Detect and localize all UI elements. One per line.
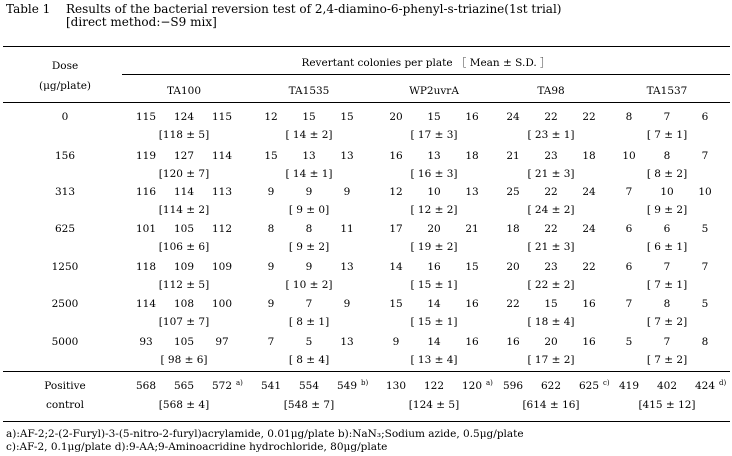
footnote-1: a):AF-2;2-(2-Furyl)-3-(5-nitro-2-furyl)acrylamide, 0.01μg/plate b):NaN₃;Sodium azide, 0.5μg/plate <box>6 428 524 440</box>
colony-count: 15 <box>465 261 479 273</box>
colony-count: 22 <box>544 111 558 123</box>
colony-count: 8 <box>305 223 313 235</box>
colony-count: 21 <box>506 150 520 162</box>
colony-count: 419 <box>618 380 640 392</box>
colony-count: 25 <box>506 186 520 198</box>
colony-count: 119 <box>135 150 157 162</box>
colony-count: 15 <box>427 111 441 123</box>
colony-count: 24 <box>506 111 520 123</box>
colony-count: 16 <box>506 336 520 348</box>
colony-count: 16 <box>465 111 479 123</box>
mean-sd: [ 7 ± 2] <box>646 316 688 328</box>
colony-count: 424 <box>694 380 716 392</box>
colony-count: 15 <box>389 298 403 310</box>
colony-count: 114 <box>211 150 233 162</box>
footnote-marker: b) <box>361 379 369 387</box>
colony-count: 12 <box>389 186 403 198</box>
colony-count: 23 <box>544 150 558 162</box>
mean-sd: [ 14 ± 1] <box>285 168 333 180</box>
dose-cell: 2500 <box>51 298 79 310</box>
colony-count: 7 <box>625 186 633 198</box>
colony-count: 9 <box>343 298 351 310</box>
mean-sd: [ 8 ± 2] <box>646 168 688 180</box>
header-rule <box>3 102 730 103</box>
colony-count: 13 <box>340 261 354 273</box>
colony-count: 16 <box>465 336 479 348</box>
positive-label: Positive <box>44 380 86 392</box>
mean-sd: [ 21 ± 3] <box>527 241 575 253</box>
colony-count: 105 <box>173 336 195 348</box>
colony-count: 9 <box>305 261 313 273</box>
colony-count: 7 <box>663 111 671 123</box>
colony-count: 16 <box>582 298 596 310</box>
dose-cell: 5000 <box>51 336 79 348</box>
colony-count: 16 <box>389 150 403 162</box>
colony-count: 9 <box>343 186 351 198</box>
positive-rule <box>3 371 730 372</box>
mean-sd: [568 ± 4] <box>158 399 210 411</box>
mean-sd: [ 7 ± 1] <box>646 279 688 291</box>
colony-count: 13 <box>340 336 354 348</box>
colony-count: 20 <box>544 336 558 348</box>
colony-count: 112 <box>211 223 233 235</box>
colony-count: 20 <box>506 261 520 273</box>
colony-count: 9 <box>305 186 313 198</box>
colony-count: 10 <box>698 186 712 198</box>
mean-sd: [118 ± 5] <box>158 129 210 141</box>
colony-count: 115 <box>211 111 233 123</box>
colony-count: 15 <box>544 298 558 310</box>
colony-count: 7 <box>663 261 671 273</box>
mean-sd: [ 10 ± 2] <box>285 279 333 291</box>
dose-unit-header: (μg/plate) <box>38 80 92 92</box>
table-title: Results of the bacterial reversion test of 2,4-diamino-6-phenyl-s-triazine(1st trial) <box>66 2 562 16</box>
colony-count: 122 <box>423 380 445 392</box>
mean-sd: [ 22 ± 2] <box>527 279 575 291</box>
colony-count: 554 <box>298 380 320 392</box>
colony-count: 113 <box>211 186 233 198</box>
dose-header: Dose <box>51 60 79 72</box>
colony-count: 402 <box>656 380 678 392</box>
mean-sd: [ 9 ± 2] <box>288 241 330 253</box>
colony-count: 625 <box>578 380 600 392</box>
group-header: Revertant colonies per plate ［ Mean ± S.D. ］ <box>301 57 551 69</box>
colony-count: 22 <box>582 261 596 273</box>
colony-count: 93 <box>139 336 153 348</box>
mean-sd: [ 18 ± 4] <box>527 316 575 328</box>
footnote-marker: a) <box>486 379 493 387</box>
dose-cell: 625 <box>54 223 76 235</box>
colony-count: 11 <box>340 223 354 235</box>
colony-count: 13 <box>427 150 441 162</box>
colony-count: 101 <box>135 223 157 235</box>
mean-sd: [ 24 ± 2] <box>527 204 575 216</box>
mean-sd: [ 12 ± 2] <box>410 204 458 216</box>
colony-count: 18 <box>582 150 596 162</box>
colony-count: 23 <box>544 261 558 273</box>
colony-count: 114 <box>173 186 195 198</box>
colony-count: 8 <box>701 336 709 348</box>
mean-sd: [ 17 ± 2] <box>527 354 575 366</box>
mean-sd: [548 ± 7] <box>283 399 335 411</box>
colony-count: 105 <box>173 223 195 235</box>
mean-sd: [415 ± 12] <box>638 399 696 411</box>
colony-count: 8 <box>663 298 671 310</box>
colony-count: 14 <box>427 298 441 310</box>
colony-count: 17 <box>389 223 403 235</box>
colony-count: 22 <box>506 298 520 310</box>
colony-count: 6 <box>625 223 633 235</box>
colony-count: 5 <box>305 336 313 348</box>
strain-header: TA1535 <box>288 85 330 97</box>
colony-count: 8 <box>663 150 671 162</box>
colony-count: 622 <box>540 380 562 392</box>
colony-count: 15 <box>340 111 354 123</box>
colony-count: 13 <box>302 150 316 162</box>
colony-count: 8 <box>625 111 633 123</box>
mean-sd: [ 13 ± 4] <box>410 354 458 366</box>
dose-cell: 0 <box>61 111 69 123</box>
colony-count: 9 <box>392 336 400 348</box>
colony-count: 24 <box>582 186 596 198</box>
strain-header: TA98 <box>537 85 565 97</box>
table-subtitle: [direct method:−S9 mix] <box>66 15 217 29</box>
colony-count: 22 <box>544 223 558 235</box>
dose-cell: 313 <box>54 186 76 198</box>
mean-sd: [ 9 ± 2] <box>646 204 688 216</box>
mean-sd: [ 19 ± 2] <box>410 241 458 253</box>
mean-sd: [ 14 ± 2] <box>285 129 333 141</box>
colony-count: 15 <box>264 150 278 162</box>
colony-count: 572 <box>211 380 233 392</box>
colony-count: 12 <box>264 111 278 123</box>
mean-sd: [614 ± 16] <box>522 399 580 411</box>
mean-sd: [ 15 ± 1] <box>410 316 458 328</box>
colony-count: 596 <box>502 380 524 392</box>
mean-sd: [114 ± 2] <box>158 204 210 216</box>
mean-sd: [ 17 ± 3] <box>410 129 458 141</box>
colony-count: 10 <box>660 186 674 198</box>
colony-count: 6 <box>663 223 671 235</box>
colony-count: 7 <box>267 336 275 348</box>
colony-count: 116 <box>135 186 157 198</box>
strain-header: TA1537 <box>646 85 688 97</box>
footnote-marker: c) <box>603 379 610 387</box>
footnote-2: c):AF-2, 0.1μg/plate d):9-AA;9-Aminoacridine hydrochloride, 80μg/plate <box>6 441 388 453</box>
mean-sd: [ 23 ± 1] <box>527 129 575 141</box>
colony-count: 20 <box>389 111 403 123</box>
colony-count: 6 <box>701 111 709 123</box>
mean-sd: [120 ± 7] <box>158 168 210 180</box>
colony-count: 18 <box>506 223 520 235</box>
colony-count: 9 <box>267 298 275 310</box>
colony-count: 22 <box>582 111 596 123</box>
colony-count: 114 <box>135 298 157 310</box>
colony-count: 10 <box>427 186 441 198</box>
colony-count: 7 <box>625 298 633 310</box>
footnote-marker: a) <box>236 379 243 387</box>
colony-count: 97 <box>215 336 229 348</box>
mean-sd: [ 6 ± 1] <box>646 241 688 253</box>
colony-count: 7 <box>701 261 709 273</box>
colony-count: 16 <box>465 298 479 310</box>
colony-count: 109 <box>211 261 233 273</box>
colony-count: 20 <box>427 223 441 235</box>
mean-sd: [ 15 ± 1] <box>410 279 458 291</box>
colony-count: 24 <box>582 223 596 235</box>
dose-cell: 1250 <box>51 261 79 273</box>
colony-count: 13 <box>340 150 354 162</box>
mean-sd: [ 21 ± 3] <box>527 168 575 180</box>
table-label: Table 1 <box>6 2 51 16</box>
colony-count: 127 <box>173 150 195 162</box>
colony-count: 18 <box>465 150 479 162</box>
colony-count: 15 <box>302 111 316 123</box>
mean-sd: [ 16 ± 3] <box>410 168 458 180</box>
mean-sd: [ 9 ± 0] <box>288 204 330 216</box>
colony-count: 16 <box>582 336 596 348</box>
colony-count: 541 <box>260 380 282 392</box>
mean-sd: [ 7 ± 1] <box>646 129 688 141</box>
bottom-rule <box>3 421 730 422</box>
mean-sd: [124 ± 5] <box>408 399 460 411</box>
top-rule <box>3 46 730 47</box>
colony-count: 7 <box>663 336 671 348</box>
colony-count: 568 <box>135 380 157 392</box>
group-rule <box>122 74 730 75</box>
colony-count: 115 <box>135 111 157 123</box>
colony-count: 8 <box>267 223 275 235</box>
colony-count: 21 <box>465 223 479 235</box>
colony-count: 14 <box>389 261 403 273</box>
mean-sd: [ 7 ± 2] <box>646 354 688 366</box>
colony-count: 108 <box>173 298 195 310</box>
colony-count: 130 <box>385 380 407 392</box>
colony-count: 7 <box>701 150 709 162</box>
dose-cell: 156 <box>54 150 76 162</box>
colony-count: 16 <box>427 261 441 273</box>
colony-count: 6 <box>625 261 633 273</box>
mean-sd: [ 8 ± 1] <box>288 316 330 328</box>
colony-count: 100 <box>211 298 233 310</box>
colony-count: 5 <box>701 223 709 235</box>
control-label: control <box>46 399 84 411</box>
colony-count: 118 <box>135 261 157 273</box>
colony-count: 5 <box>701 298 709 310</box>
colony-count: 7 <box>305 298 313 310</box>
colony-count: 13 <box>465 186 479 198</box>
colony-count: 120 <box>461 380 483 392</box>
mean-sd: [106 ± 6] <box>158 241 210 253</box>
mean-sd: [ 98 ± 6] <box>160 354 208 366</box>
mean-sd: [ 8 ± 4] <box>288 354 330 366</box>
colony-count: 14 <box>427 336 441 348</box>
colony-count: 549 <box>336 380 358 392</box>
colony-count: 22 <box>544 186 558 198</box>
mean-sd: [107 ± 7] <box>158 316 210 328</box>
footnote-marker: d) <box>719 379 727 387</box>
mean-sd: [112 ± 5] <box>158 279 210 291</box>
colony-count: 5 <box>625 336 633 348</box>
colony-count: 109 <box>173 261 195 273</box>
strain-header: TA100 <box>166 85 202 97</box>
colony-count: 124 <box>173 111 195 123</box>
strain-header: WP2uvrA <box>409 85 459 97</box>
colony-count: 9 <box>267 186 275 198</box>
colony-count: 9 <box>267 261 275 273</box>
colony-count: 10 <box>622 150 636 162</box>
colony-count: 565 <box>173 380 195 392</box>
